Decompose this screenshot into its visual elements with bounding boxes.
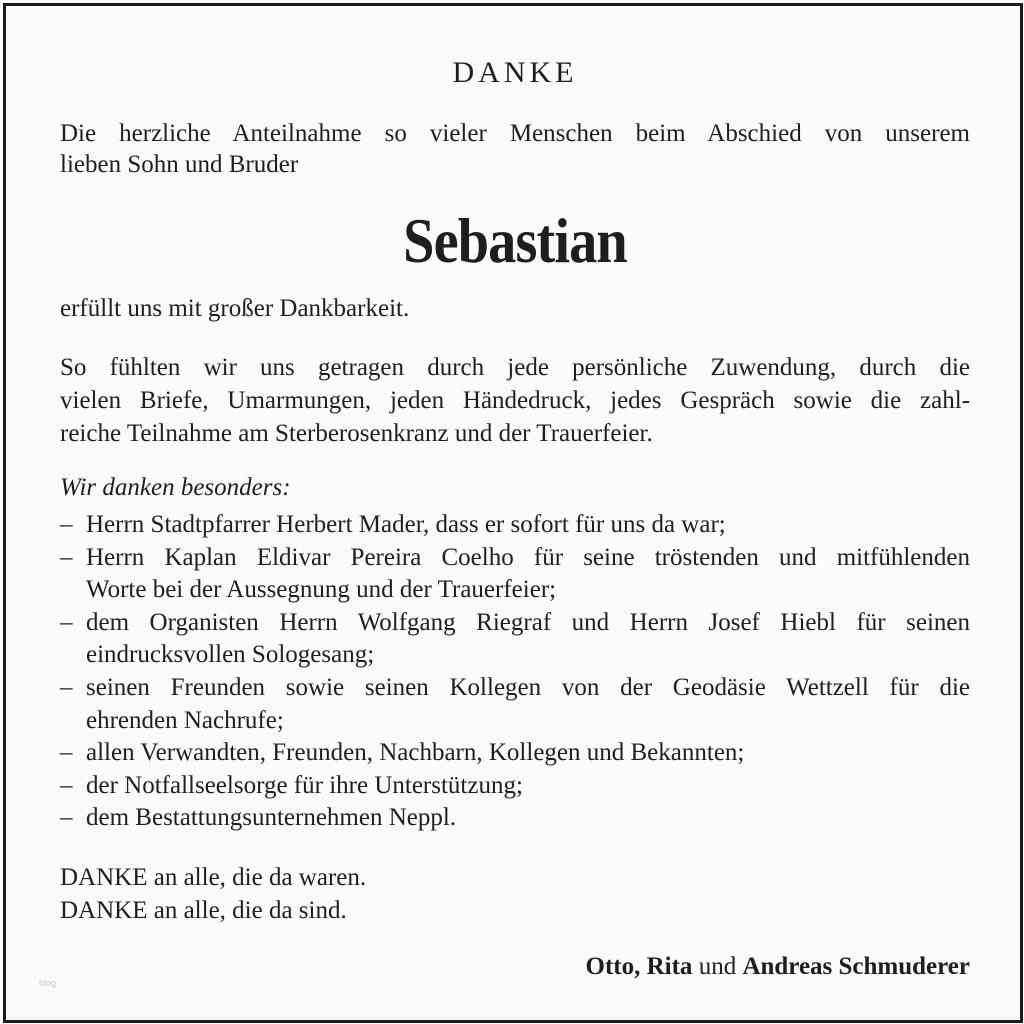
dash-marker: – [60, 511, 73, 538]
heading: DANKE [452, 56, 578, 89]
dash-marker: – [60, 608, 73, 636]
signature [60, 951, 970, 982]
thanks-item-line: der Notfallseelsorge für ihre Unterstützung; [86, 771, 523, 799]
thanks-item [60, 607, 970, 672]
obituary-thank-you-card [3, 3, 1023, 1023]
signature-name-rita: Rita [646, 953, 693, 980]
thanks-item-line: seinen Freunden sowie seinen Kollegen von der Geodäsie Wettzell für die [86, 673, 970, 701]
thanks-item-line: allen Verwandten, Freunden, Nachbarn, Kollegen und Bekannten; [86, 739, 745, 767]
closing-lines [60, 861, 970, 927]
thanks-item [60, 509, 970, 542]
paragraph-line-2: vielen Briefe, Umarmungen, jeden Händedruck, jedes Gespräch sowie die zahl- [60, 387, 970, 414]
closing-line-1: DANKE an alle, die da waren. [60, 864, 367, 891]
intro-line-2: lieben Sohn und Bruder [60, 151, 299, 178]
thanks-item [60, 672, 970, 737]
dash-marker: – [60, 543, 73, 571]
deceased-name: Sebastian [403, 205, 627, 276]
gratitude-line: erfüllt uns mit großer Dankbarkeit. [60, 295, 410, 322]
signature-name-otto: Otto, [585, 953, 641, 980]
paragraph-line-1: So fühlten wir uns getragen durch jede persönliche Zuwendung, durch die [60, 354, 970, 381]
dash-marker: – [60, 804, 73, 832]
thanks-item-line: Worte bei der Aussegnung und der Trauerfeier; [86, 576, 557, 604]
closing-line-2: DANKE an alle, die da sind. [60, 897, 347, 924]
signature-name-andreas: Andreas Schmuderer [742, 953, 970, 980]
support-paragraph [60, 351, 970, 450]
signature-connector: und [698, 953, 737, 980]
thanks-item-line: Herrn Kaplan Eldivar Pereira Coelho für seine tröstenden und mitfühlenden [86, 543, 970, 571]
thanks-item [60, 737, 970, 770]
thanks-title: Wir danken besonders: [60, 474, 291, 501]
thanks-item-line: dem Organisten Herrn Wolfgang Riegraf und Herrn Josef Hiebl für seinen [86, 608, 970, 636]
thanks-item [60, 542, 970, 607]
thanks-item [60, 802, 970, 835]
intro-line-1: Die herzliche Anteilnahme so vieler Menschen beim Abschied von unserem [60, 120, 970, 147]
thanks-item-line: Herrn Stadtpfarrer Herbert Mader, dass er sofort für uns da war; [86, 511, 726, 538]
thanks-item [60, 770, 970, 803]
thanks-item-line: eindrucksvollen Sologesang; [86, 641, 375, 669]
dash-marker: – [60, 739, 73, 767]
dash-marker: – [60, 771, 73, 799]
watermark: blog [39, 978, 57, 988]
thanks-item-line: dem Bestattungsunternehmen Neppl. [86, 804, 457, 832]
intro-text [60, 118, 970, 180]
paragraph-line-3: reiche Teilnahme am Sterberosenkranz und der Trauerfeier. [60, 420, 653, 447]
thanks-item-line: ehrenden Nachrufe; [86, 706, 284, 734]
dash-marker: – [60, 673, 73, 701]
thanks-list [60, 509, 970, 835]
